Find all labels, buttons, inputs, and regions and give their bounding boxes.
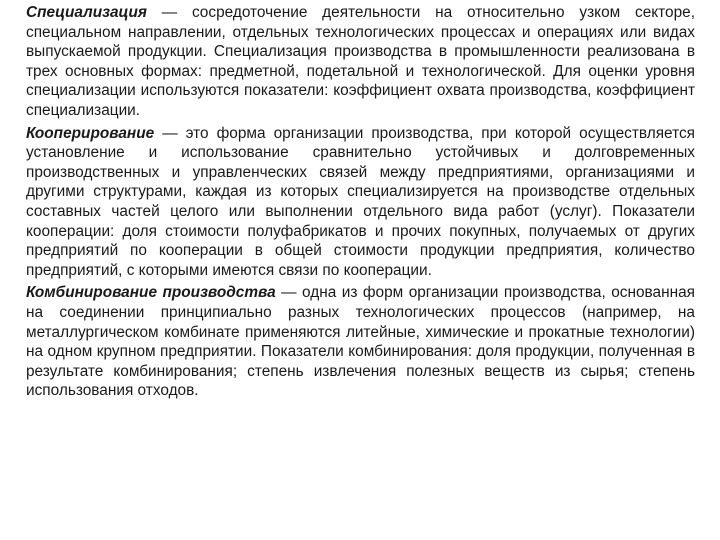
term-cooperation: Кооперирование <box>26 124 155 142</box>
definition-cooperation: — это форма организации производства, при которой осуществляется установление и использование сравнительно устойчивых и долговременных производственных и управленческих связей между предприятиями, организациями и другими структурами, каждая из которых специализируется на производстве отдельных составных частей целого или выполнении отдельного вида работ (услуг). Показатели кооперации: доля стоимости полуфабрикатов и прочих покупных, получаемых от других предприятий по кооперации в общей стоимости продукции предприятия, количество предприятий, с которыми имеются связи по кооперации. <box>26 124 695 279</box>
definition-combination: — одна из форм организации производства, основанная на соединении принципиально разных технологических процессов (например, на металлургическом комбинате применяются литейные, химические и прокатные технологии) на одном крупном предприятии. Показатели комбинирования: доля продукции, полученная в результате комбинирования; степень извлечения полезных веществ из сырья; степень использования отходов. <box>26 284 695 400</box>
term-combination: Комбинирование производства <box>26 284 276 302</box>
paragraph-specialization <box>26 3 695 121</box>
paragraph-combination <box>26 283 695 401</box>
term-specialization: Специализация <box>26 4 147 21</box>
paragraph-cooperation <box>26 124 695 281</box>
text-body <box>26 3 695 401</box>
definition-specialization: — сосредоточение деятельности на относительно узком секторе, специальном направлении, отдельных технологических процессах и операциях или видах выпускаемой продукции. Специализация производства в промышленности реализована в трех основных формах: предметной, подетальной и технологической. Для оценки уровня специализации используются показатели: коэффициент охвата производства, коэффициент специализации. <box>26 4 695 119</box>
